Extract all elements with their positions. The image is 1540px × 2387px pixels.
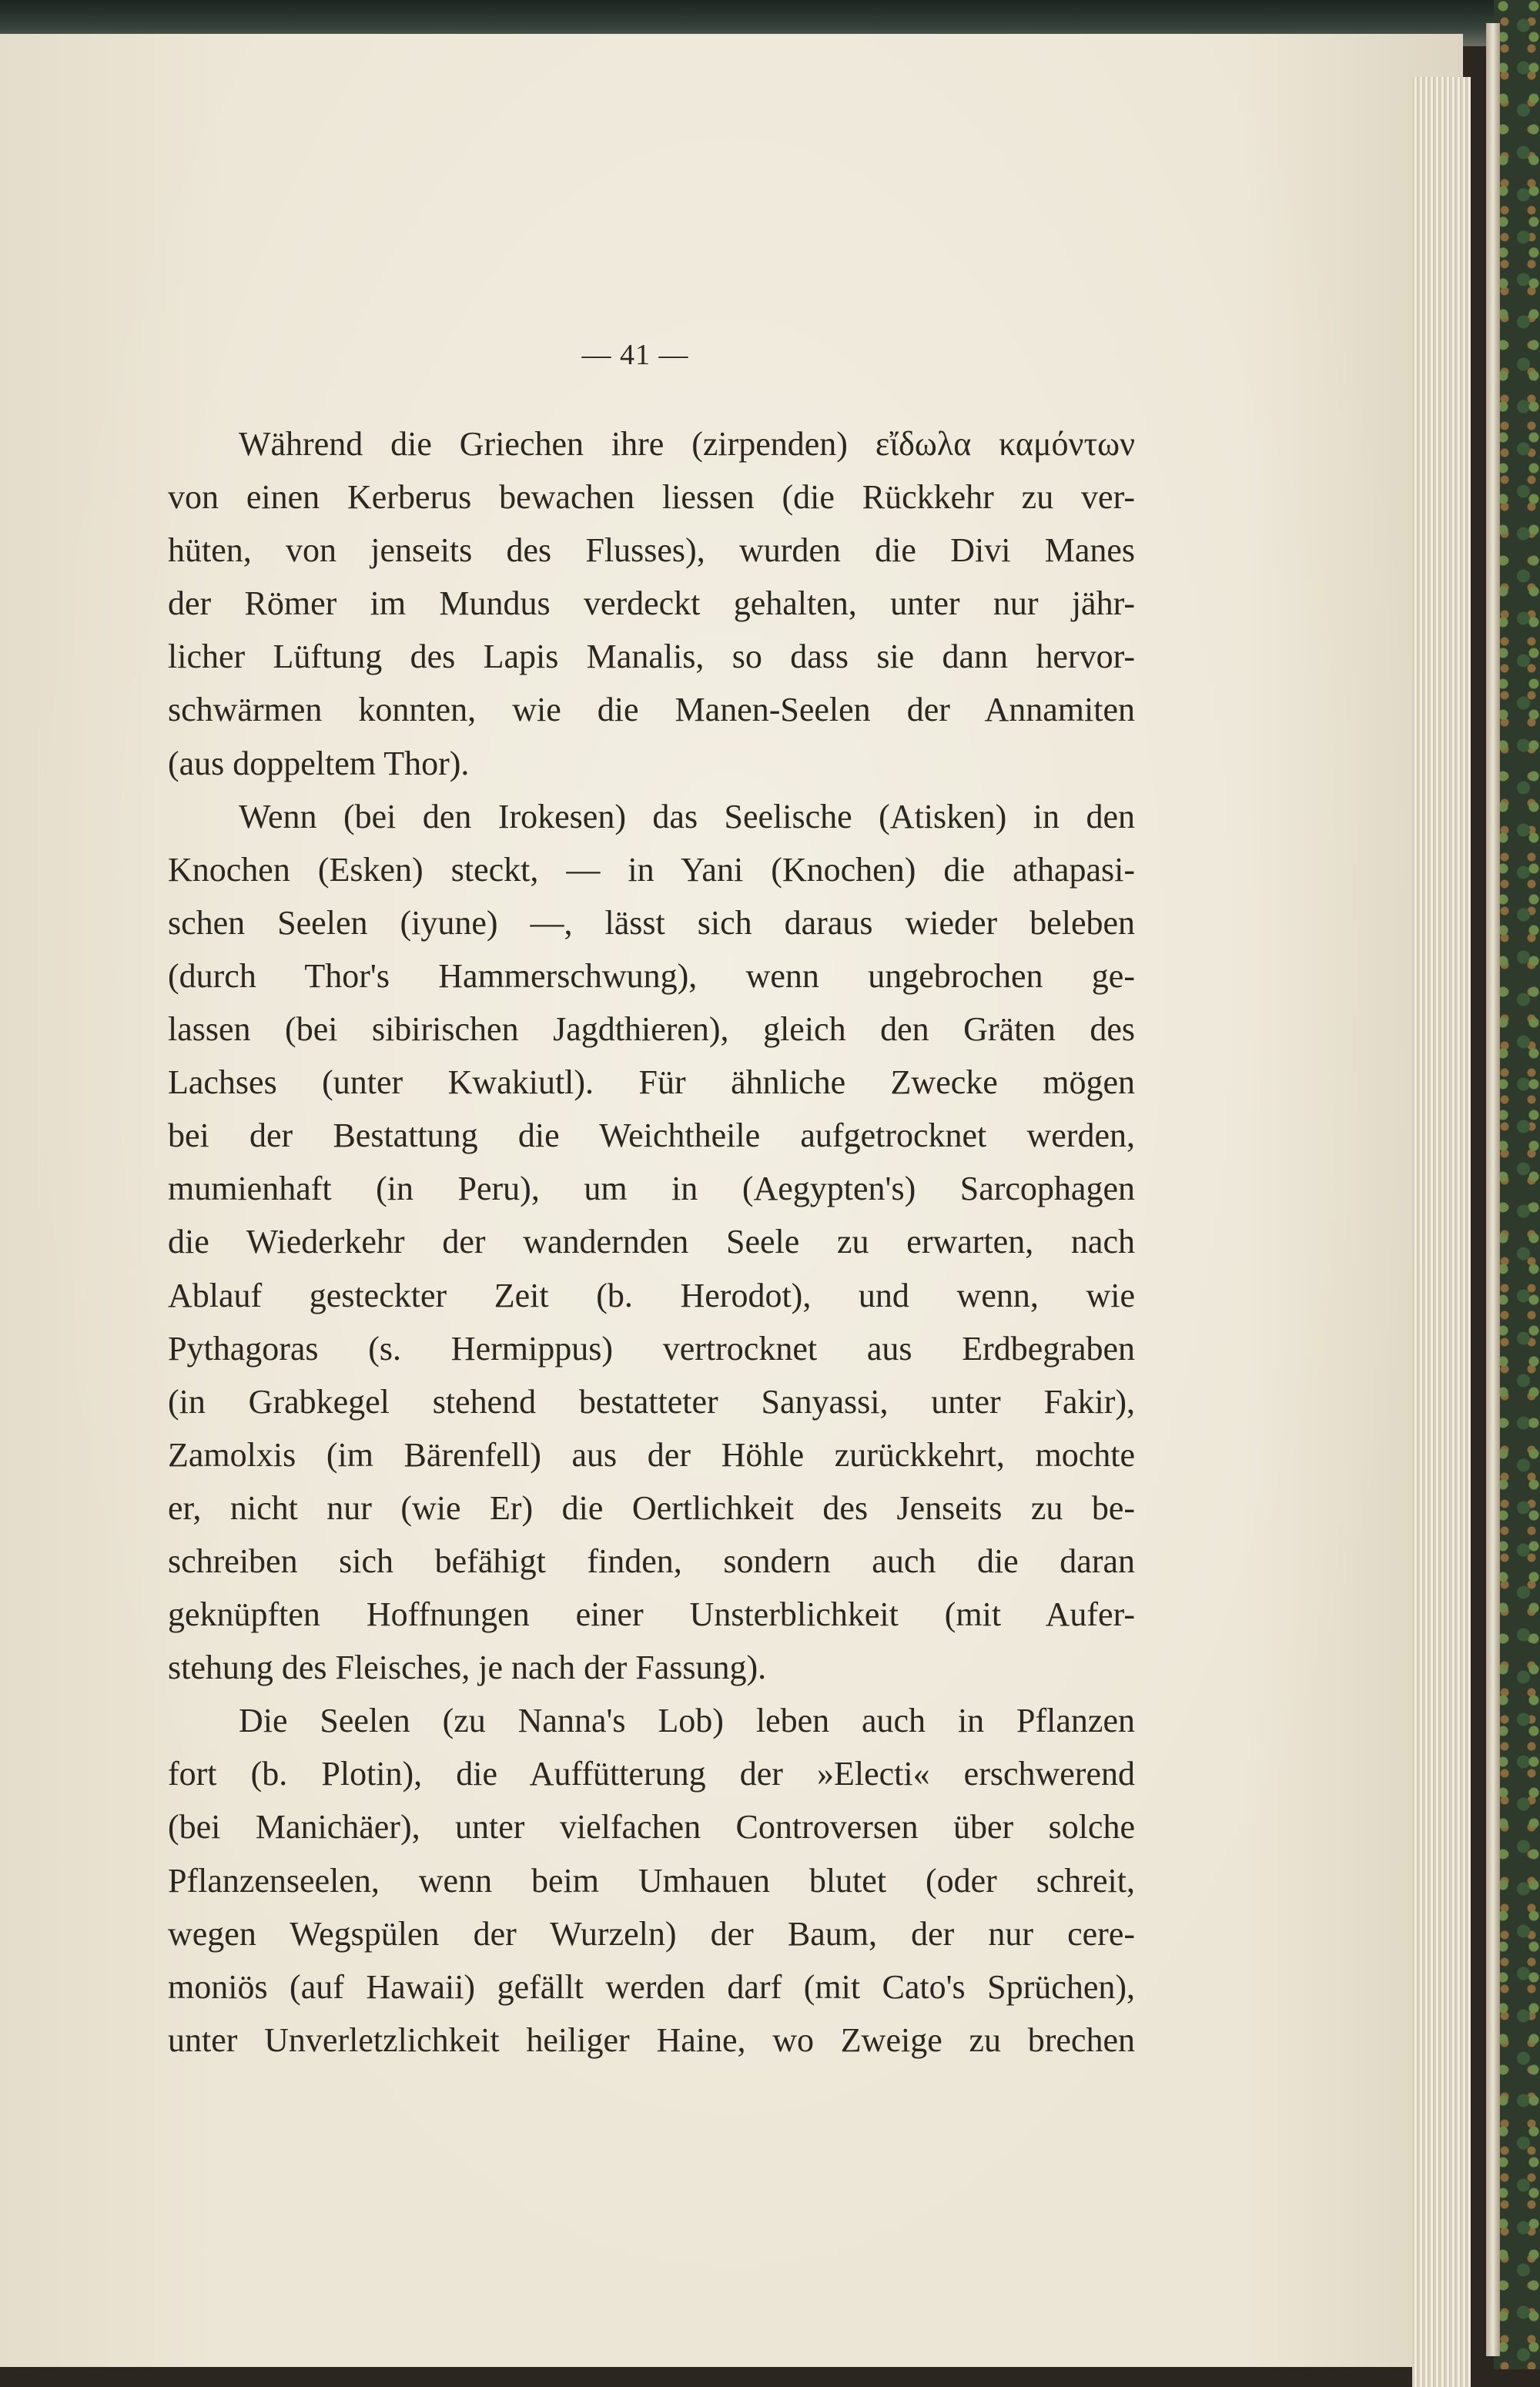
text-line: hüten, von jenseits des Flusses), wurden die Divi Manes [168, 531, 1135, 570]
text-line: (aus doppeltem Thor). [168, 744, 470, 782]
cover-board-edge [1486, 23, 1500, 2356]
text-line: fort (b. Plotin), die Auffütterung der »Electi« erschwerend [168, 1755, 1135, 1793]
text-line: bei der Bestattung die Weichtheile aufgetrocknet werden, [168, 1116, 1135, 1155]
text-line: (in Grabkegel stehend bestatteter Sanyassi, unter Fakir), [168, 1382, 1135, 1421]
text-line: schwärmen konnten, wie die Manen-Seelen der Annamiten [168, 691, 1135, 729]
text-line: Zamolxis (im Bärenfell) aus der Höhle zurückkehrt, mochte [168, 1435, 1135, 1474]
text-line: schreiben sich befähigt finden, sondern auch die daran [168, 1542, 1135, 1580]
text-line: Ablauf gesteckter Zeit (b. Herodot), und wenn, wie [168, 1276, 1135, 1314]
body-text [168, 417, 1135, 2067]
book-page [0, 34, 1463, 2367]
text-line: (durch Thor's Hammerschwung), wenn ungebrochen ge- [168, 956, 1135, 995]
page-stack-edge [1412, 77, 1471, 2387]
text-line: die Wiederkehr der wandernden Seele zu erwarten, nach [168, 1223, 1135, 1261]
text-line: stehung des Fleisches, je nach der Fassung). [168, 1649, 767, 1687]
text-line: Die Seelen (zu Nanna's Lob) leben auch in Pflanzen [239, 1702, 1135, 1740]
text-line: von einen Kerberus bewachen liessen (die Rückkehr zu ver- [168, 478, 1135, 517]
text-line: Während die Griechen ihre (zirpenden) εἴδωλα καμόντων [239, 425, 1135, 463]
text-line: Knochen (Esken) steckt, — in Yani (Knochen) die athapasi- [168, 850, 1135, 889]
text-line: moniös (auf Hawaii) gefällt werden darf (mit Cato's Sprüchen), [168, 1967, 1135, 2006]
text-line: er, nicht nur (wie Er) die Oertlichkeit des Jenseits zu be- [168, 1488, 1135, 1527]
text-line: wegen Wegspülen der Wurzeln) der Baum, der nur cere- [168, 1914, 1135, 1953]
text-line: Wenn (bei den Irokesen) das Seelische (Atisken) in den [239, 797, 1135, 835]
text-line: geknüpften Hoffnungen einer Unsterblichkeit (mit Aufer- [168, 1595, 1135, 1634]
page-number: — 41 — [581, 339, 689, 371]
text-line: Pflanzenseelen, wenn beim Umhauen blutet (oder schreit, [168, 1861, 1135, 1900]
text-line: (bei Manichäer), unter vielfachen Controversen über solche [168, 1808, 1135, 1846]
text-line: Pythagoras (s. Hermippus) vertrocknet aus Erdbegraben [168, 1329, 1135, 1368]
marbled-cover [1494, 0, 1540, 2369]
text-line: schen Seelen (iyune) —, lässt sich daraus wieder beleben [168, 903, 1135, 942]
text-line: licher Lüftung des Lapis Manalis, so dass sie dann hervor- [168, 638, 1135, 676]
text-line: mumienhaft (in Peru), um in (Aegypten's) Sarcophagen [168, 1170, 1135, 1208]
text-line: Lachses (unter Kwakiutl). Für ähnliche Zwecke mögen [168, 1063, 1135, 1102]
text-line: unter Unverletzlichkeit heiliger Haine, wo Zweige zu brechen [168, 2020, 1135, 2059]
text-line: der Römer im Mundus verdeckt gehalten, unter nur jähr- [168, 584, 1135, 623]
text-line: lassen (bei sibirischen Jagdthieren), gleich den Gräten des [168, 1010, 1135, 1049]
